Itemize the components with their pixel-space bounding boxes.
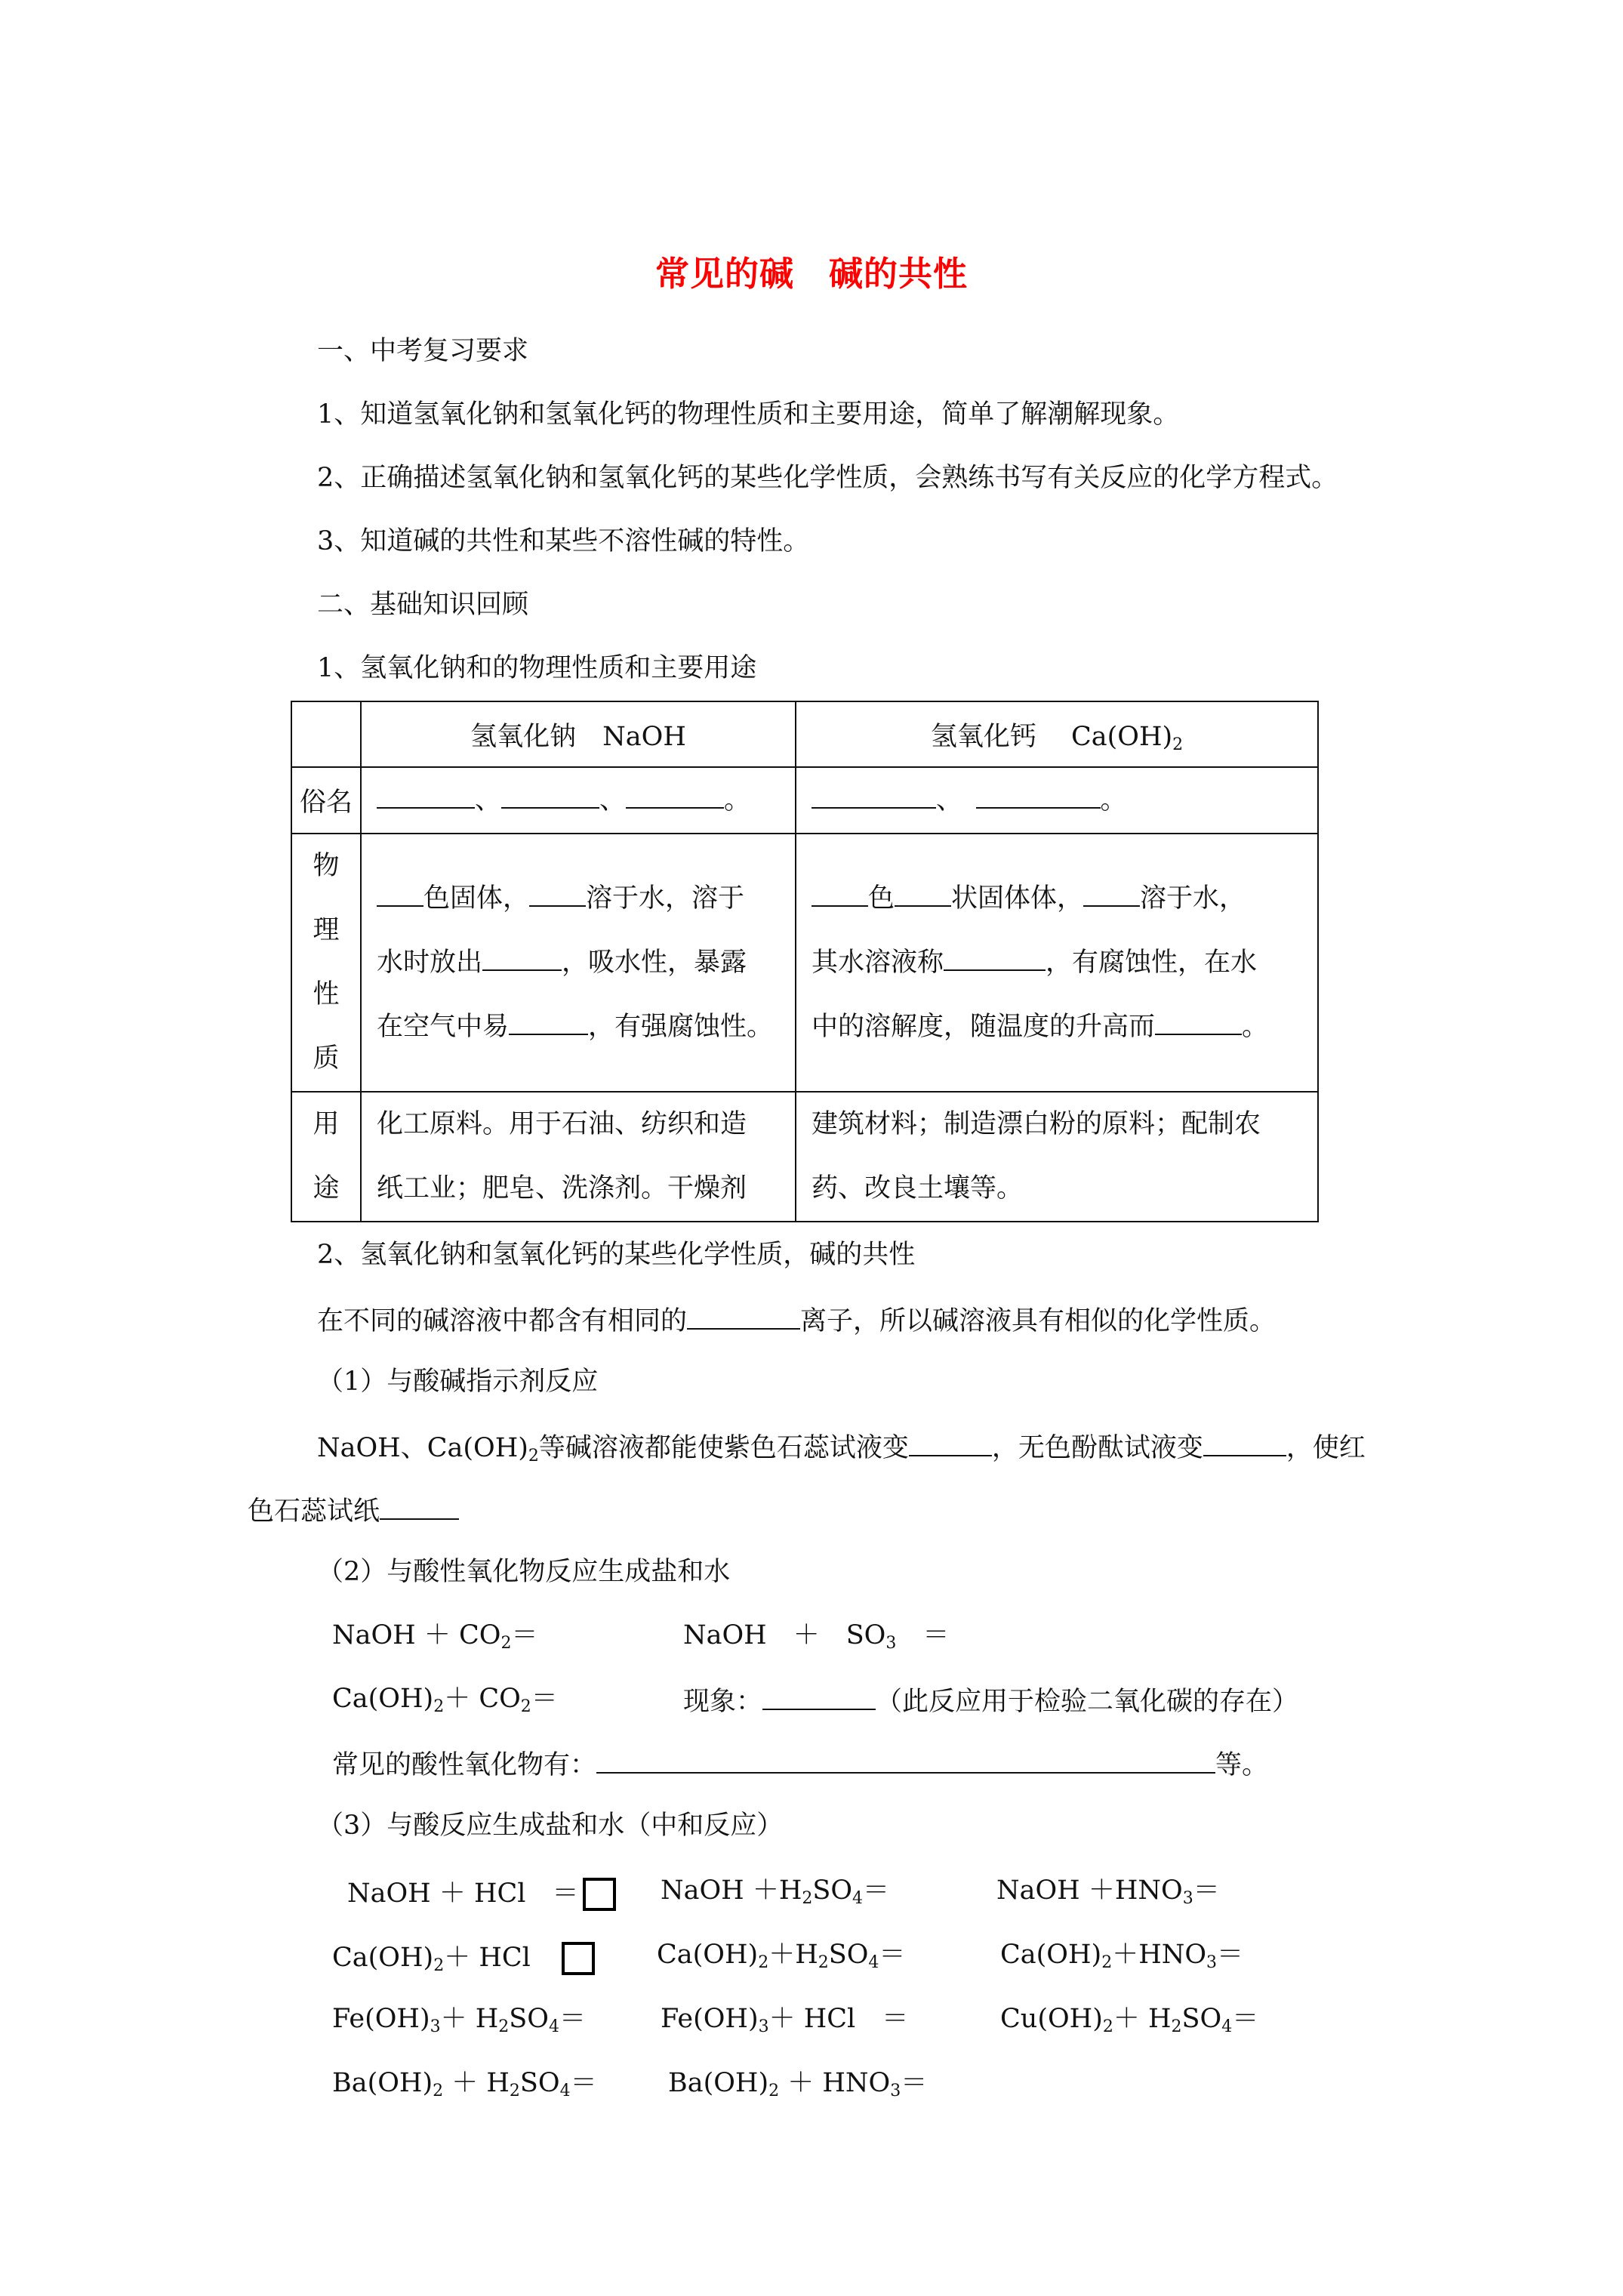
equation-naoh-co2: NaOH ＋ $CO_2=$ xyxy=(332,1620,538,1653)
indicator-sentence-cont xyxy=(248,1496,459,1525)
cell-text: 色 xyxy=(868,883,895,914)
page-title: 常见的碱 碱的共性 xyxy=(654,254,968,294)
cell-text: 在空气中易 xyxy=(377,1011,510,1042)
fill-blank[interactable] xyxy=(380,1496,459,1520)
row-label-alias: 俗名 xyxy=(291,767,361,834)
subheading-chemical: 2、氢氧化钠和氢氧化钙的某些化学性质，碱的共性 xyxy=(317,1240,916,1270)
separator: 、 xyxy=(475,785,502,815)
alias-blank[interactable] xyxy=(812,784,936,809)
properties-table xyxy=(291,701,1319,1222)
alias-blank[interactable] xyxy=(976,784,1101,809)
cell-text: 水时放出 xyxy=(377,947,483,978)
fill-blank[interactable] xyxy=(895,883,951,907)
caoh-use-cell xyxy=(796,1092,1318,1222)
answer-box[interactable] xyxy=(562,1942,595,1975)
table-corner-cell xyxy=(291,701,361,767)
cell-text: 色固体， xyxy=(423,883,530,914)
naoh-physical-cell xyxy=(361,834,796,1092)
point-3-heading: （3）与酸反应生成盐和水（中和反应） xyxy=(317,1811,784,1841)
naoh-alias-cell xyxy=(361,767,796,834)
cell-text: 溶于水， xyxy=(1140,883,1246,914)
point-2-heading: （2）与酸性氧化物反应生成盐和水 xyxy=(317,1557,731,1587)
equation-naoh-so3: NaOH ＋ $SO_3$ ＝ xyxy=(683,1620,950,1653)
equation-feoh3-h2so4: $Fe(OH)_3+ H_2SO_4=$ xyxy=(332,2004,586,2036)
naoh-header: 氢氧化钠 NaOH xyxy=(361,701,796,767)
cell-text: 溶于水，溶于 xyxy=(586,883,745,914)
cell-text: ，有强腐蚀性。 xyxy=(588,1011,774,1042)
text: ，无色酚酞试液变 xyxy=(991,1433,1203,1463)
fill-blank[interactable] xyxy=(482,947,562,971)
fill-blank[interactable] xyxy=(687,1305,800,1330)
caoh-physical-cell xyxy=(796,834,1318,1092)
cell-text: 其水溶液称 xyxy=(812,947,944,978)
text: 离子，所以碱溶液具有相似的化学性质。 xyxy=(800,1306,1277,1336)
alias-blank[interactable] xyxy=(501,784,599,809)
fill-blank[interactable] xyxy=(509,1011,588,1035)
cell-text: 药、改良土壤等。 xyxy=(812,1173,1024,1203)
text: NaOH、Ca(OH) xyxy=(317,1433,528,1463)
phenomenon-sentence xyxy=(683,1686,1298,1715)
text: 等。 xyxy=(1215,1750,1269,1780)
cell-text: 建筑材料；制造漂白粉的原料；配制农 xyxy=(812,1109,1261,1139)
end-mark: 。 xyxy=(724,785,751,815)
row-label-char: 性 xyxy=(313,979,340,1009)
cell-text: 。 xyxy=(1242,1011,1269,1042)
fill-blank[interactable] xyxy=(944,947,1046,971)
alias-blank[interactable] xyxy=(377,784,475,809)
indicator-sentence xyxy=(317,1432,1366,1465)
requirement-item-1: 1、知道氢氧化钠和氢氧化钙的物理性质和主要用途，简单了解潮解现象。 xyxy=(317,399,1180,430)
point-1-heading: （1）与酸碱指示剂反应 xyxy=(317,1367,599,1397)
answer-box[interactable] xyxy=(583,1878,616,1911)
text: ，使红 xyxy=(1286,1433,1366,1463)
equation-naoh-hcl: NaOH ＋ HCl ＝ xyxy=(347,1878,616,1911)
text: 等碱溶液都能使紫色石蕊试液变 xyxy=(538,1433,909,1463)
equation-caoh2-co2: $Ca(OH)_2+ CO_2=$ xyxy=(332,1684,558,1716)
cell-text: 状固体体， xyxy=(951,883,1084,914)
text: 在不同的碱溶液中都含有相同的 xyxy=(317,1306,688,1336)
equation-caoh2-h2so4: $Ca(OH)_2+H_2SO_4=$ xyxy=(657,1940,906,1972)
equation-caoh2-hcl: $Ca(OH)_2+$ HCl xyxy=(332,1942,595,1975)
caoh-header-text: 氢氧化钙 Ca(OH) xyxy=(930,721,1173,752)
subscript: 2 xyxy=(528,1447,539,1465)
separator: 、 xyxy=(936,785,950,815)
caoh-header xyxy=(796,701,1318,767)
fill-blank[interactable] xyxy=(909,1432,992,1456)
caoh-alias-cell xyxy=(796,767,1318,834)
equation-caoh2-hno3: $Ca(OH)_2+HNO_3=$ xyxy=(1000,1940,1244,1972)
equation-baoh2-hno3: $Ba(OH)_2 + HNO_3=$ xyxy=(668,2068,928,2100)
row-label-physical xyxy=(291,834,361,1092)
row-label-char: 质 xyxy=(313,1043,340,1074)
subheading-physical: 1、氢氧化钠和的物理性质和主要用途 xyxy=(317,653,757,683)
requirement-item-3: 3、知道碱的共性和某些不溶性碱的特性。 xyxy=(317,526,810,556)
section-heading-requirements: 一、中考复习要求 xyxy=(317,336,529,366)
cell-text: 中的溶解度，随温度的升高而 xyxy=(812,1011,1156,1042)
caoh-header-subscript: 2 xyxy=(1172,735,1184,754)
text: 常见的酸性氧化物有： xyxy=(332,1750,597,1780)
fill-blank[interactable] xyxy=(1155,1011,1242,1035)
row-label-char: 理 xyxy=(313,915,340,945)
naoh-use-cell xyxy=(361,1092,796,1222)
requirement-item-2: 2、正确描述氢氧化钠和氢氧化钙的某些化学性质，会熟练书写有关反应的化学方程式。 xyxy=(317,463,1338,493)
row-label-char: 途 xyxy=(313,1173,340,1203)
alias-blank[interactable] xyxy=(626,784,724,809)
acidic-oxides-sentence xyxy=(332,1749,1268,1779)
separator: 、 xyxy=(599,785,627,815)
row-label-char: 用 xyxy=(313,1109,340,1139)
fill-blank[interactable] xyxy=(762,1686,876,1710)
end-mark: 。 xyxy=(1100,785,1127,815)
fill-blank[interactable] xyxy=(1203,1432,1286,1456)
fill-blank[interactable] xyxy=(812,883,868,907)
fill-blank[interactable] xyxy=(377,883,423,907)
equation-cuoh2-h2so4: $Cu(OH)_2+ H_2SO_4=$ xyxy=(1000,2004,1259,2036)
equation-baoh2-h2so4: $Ba(OH)_2 + H_2SO_4=$ xyxy=(332,2068,597,2100)
text: 现象： xyxy=(683,1687,763,1717)
text: （此反应用于检验二氧化碳的存在） xyxy=(876,1687,1299,1717)
fill-blank[interactable] xyxy=(596,1749,1215,1774)
cell-text: 化工原料。用于石油、纺织和造 xyxy=(377,1109,747,1139)
cell-text: 纸工业；肥皂、洗涤剂。干燥剂 xyxy=(377,1173,747,1203)
text: 色石蕊试纸 xyxy=(248,1496,380,1527)
fill-blank[interactable] xyxy=(1083,883,1140,907)
ion-sentence xyxy=(317,1305,1276,1335)
equation-naoh-h2so4: NaOH $+H_2SO_4=$ xyxy=(661,1875,890,1908)
fill-blank[interactable] xyxy=(529,883,586,907)
equation-feoh3-hcl: $Fe(OH)_3+$ HCl ＝ xyxy=(661,2004,909,2036)
cell-text: ，吸水性，暴露 xyxy=(562,947,747,978)
row-label-char: 物 xyxy=(313,851,340,881)
section-heading-review: 二、基础知识回顾 xyxy=(317,590,529,620)
equation-naoh-hno3: NaOH $+HNO_3=$ xyxy=(996,1875,1220,1908)
row-label-use xyxy=(291,1092,361,1222)
cell-text: ，有腐蚀性，在水 xyxy=(1046,947,1258,978)
